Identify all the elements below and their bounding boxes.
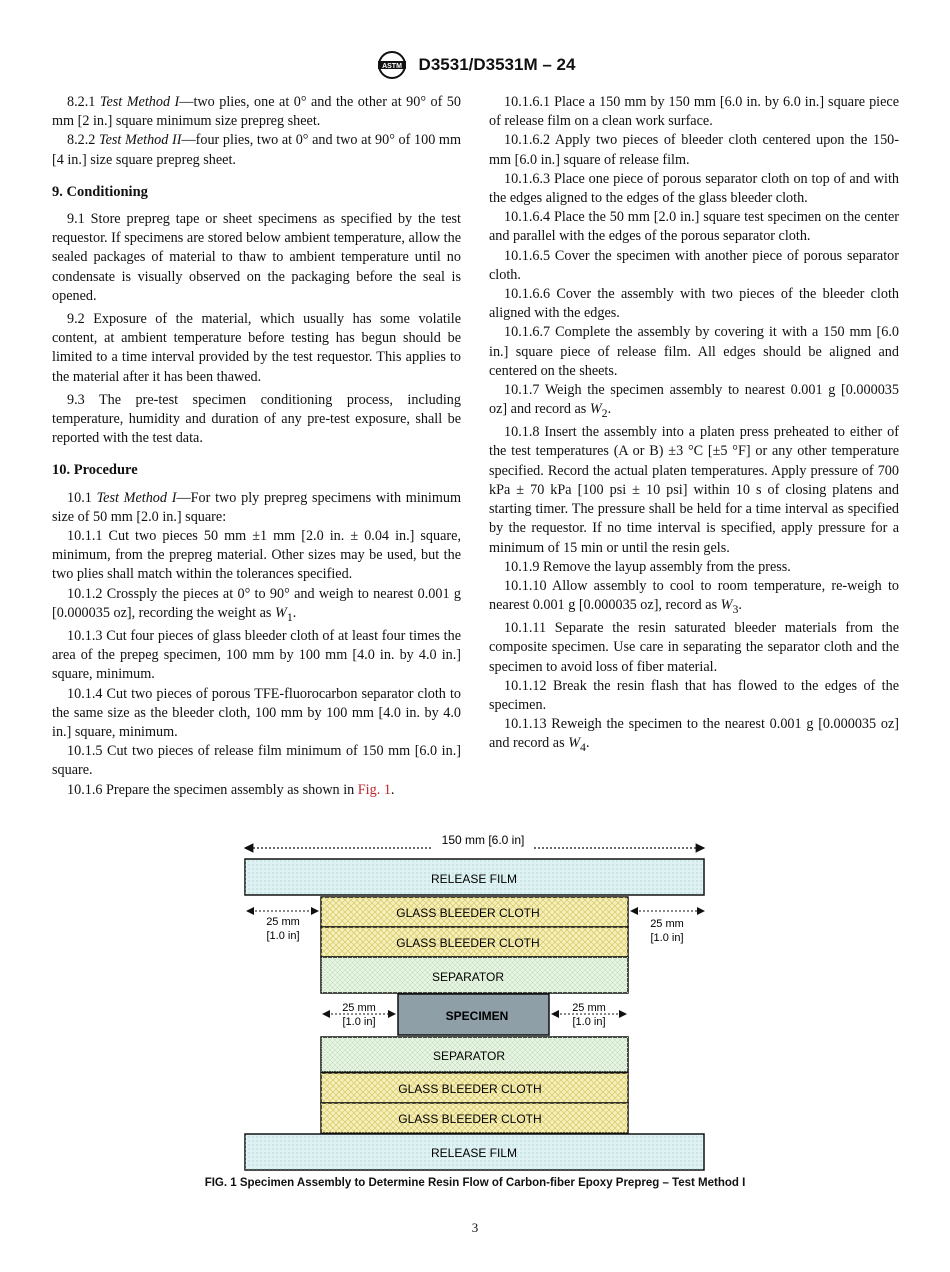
glass-bleeder-top-2 [321,927,628,957]
separator-top [321,957,628,993]
section-10-1-2: 10.1.2 Crossply the pieces at 0° to 90° and weigh to nearest 0.001 g [0.000035 oz], recording the weight as $W_1$. [52,585,461,624]
left-column [52,93,461,800]
document-id: D3531/D3531M – 24 [418,55,576,74]
inner-left-dim-in: [1.0 in] [342,1016,376,1028]
outer-right-dim-mm: 25 mm [650,918,684,930]
section-10-1-5: 10.1.5 Cut two pieces of release film minimum of 150 mm [6.0 in.] square. [52,743,461,779]
svg-text:GLASS BLEEDER CLOTH: GLASS BLEEDER CLOTH [396,936,540,950]
section-10-1-8: 10.1.8 Insert the assembly into a platen press preheated to either of the test temperatures (A or B) ±3 °C [±5 °F] or any other temperature specified. Record the actual platen temperatures. Apply pressure of 700 kPa ± 70 kPa [100 psi ± 10 psi] within 10 s of closing platens and starting timer. The pressure shall be held for a time interval as specified by the requestor. If no time interval is specified, apply pressure for a minimum of 15 min or until the resin gels. [489,424,899,556]
specimen [398,994,549,1035]
section-10-1-7: 10.1.7 Weigh the specimen assembly to nearest 0.001 g [0.000035 oz] and record as $W_2$. [489,382,899,421]
page-header [0,50,950,80]
right-column [489,93,899,757]
astm-logo-icon [375,50,409,80]
svg-text:SEPARATOR: SEPARATOR [431,970,505,984]
section-9-1: 9.1 Store prepreg tape or sheet specimens as specified by the test requestor. If specimens are stored below ambient temperature, allow the sealed packages of material to thaw to ambient temperature until no condensate is visually observed on the packaging before the seal is opened. [52,211,461,304]
outer-left-dim-in: [1.0 in] [266,930,300,942]
heading-procedure: 10. Procedure [52,462,138,479]
section-10-1-10: 10.1.10 Allow assembly to cool to room temperature, re-weigh to nearest 0.001 g [0.000035 oz], record as $W_3$. [489,577,899,616]
section-10-1-6-2: 10.1.6.2 Apply two pieces of bleeder cloth centered upon the 150- mm [6.0 in.] square of release film. [489,132,899,168]
glass-bleeder-bottom-2 [321,1103,628,1133]
release-film-top [245,859,704,895]
inner-right-dim-mm: 25 mm [572,1002,606,1014]
figure-1-diagram [0,826,950,1186]
separator-bottom [321,1037,628,1072]
section-10-1-6-6: 10.1.6.6 Cover the assembly with two pieces of the bleeder cloth aligned with the edges. [489,286,899,322]
inner-right-dim-in: [1.0 in] [572,1016,606,1028]
inner-left-dim-mm: 25 mm [342,1002,376,1014]
section-10-1-13: 10.1.13 Reweigh the specimen to the nearest 0.001 g [0.000035 oz] and record as $W_4$. [489,716,899,755]
section-10-1-3: 10.1.3 Cut four pieces of glass bleeder cloth of at least four times the area of the prepeg specimen, 100 mm by 100 mm [4.0 in. by 4.0 in.] square, minimum. [52,627,461,683]
section-10-1-6-3: 10.1.6.3 Place one piece of porous separator cloth on top of and with the edges aligned to the edges of the glass bleeder cloth. [489,170,899,207]
section-10-1-11: 10.1.11 Separate the resin saturated bleeder materials from the composite specimen. Use care in separating the separator cloth and the specimen to avoid loss of fiber material. [489,620,899,675]
top-dimension-label: 150 mm [6.0 in] [441,833,525,847]
svg-text:GLASS BLEEDER CLOTH: GLASS BLEEDER CLOTH [396,906,540,920]
glass-bleeder-top-1 [321,897,628,927]
glass-bleeder-bottom-1 [321,1073,628,1103]
svg-text:GLASS BLEEDER CLOTH: GLASS BLEEDER CLOTH [398,1112,542,1126]
section-10-1-4: 10.1.4 Cut two pieces of porous TFE-fluorocarbon separator cloth to the same size as the bleeder cloth, 100 mm by 100 mm [4.0 in. by 4.0 in.] square, minimum. [52,685,461,740]
svg-text:SEPARATOR: SEPARATOR [432,1049,506,1063]
section-9-3: 9.3 The pre-test specimen conditioning process, including temperature, humidity and duration of any pre-test exposure, shall be reported with the test data. [52,391,461,447]
section-9-2: 9.2 Exposure of the material, which usually has some volatile content, at ambient temperature before testing has begun should be limited to a time interval provided by the test requestor. This applies to the material after it has been thawed. [52,311,461,385]
figure-caption: FIG. 1 Specimen Assembly to Determine Resin Flow of Carbon-fiber Epoxy Prepreg – Test Method I [204,1177,746,1189]
section-10-1-6: 10.1.6 Prepare the specimen assembly as shown in Fig. 1. [67,781,395,798]
outer-right-dim-in: [1.0 in] [650,932,684,944]
heading-conditioning: 9. Conditioning [52,183,148,200]
section-10-1-12: 10.1.12 Break the resin flash that has flowed to the edges of the specimen. [489,677,899,713]
svg-text:ASTM: ASTM [381,63,402,70]
section-8-2-1: 8.2.1 Test Method I—two plies, one at 0° and the other at 90° of 50 mm [2 in.] square minimum size prepreg sheet. [52,94,461,130]
page-number: 3 [471,1220,479,1235]
section-10-1-6-5: 10.1.6.5 Cover the specimen with another piece of porous separator cloth. [489,247,899,283]
figure-1-link[interactable]: Fig. 1 [357,781,391,798]
section-10-1-9: 10.1.9 Remove the layup assembly from the press. [504,558,791,575]
svg-text:RELEASE FILM: RELEASE FILM [430,872,518,886]
outer-left-dim-mm: 25 mm [266,916,300,928]
section-10-1-6-1: 10.1.6.1 Place a 150 mm by 150 mm [6.0 in. by 6.0 in.] square piece of release film on a clean work surface. [489,94,899,130]
svg-text:RELEASE FILM: RELEASE FILM [430,1146,518,1160]
section-10-1-1: 10.1.1 Cut two pieces 50 mm ±1 mm [2.0 in. ± 0.04 in.] square, minimum, from the prepreg material. Other sizes may be used, but the two plies shall match within the tolerances specified. [52,528,461,583]
section-10-1-6-4: 10.1.6.4 Place the 50 mm [2.0 in.] square test specimen on the center and parallel with the edges of the porous separator cloth. [489,209,899,245]
section-10-1-6-7: 10.1.6.7 Complete the assembly by covering it with a 150 mm [6.0 in.] square piece of release film. All edges should be aligned and centered on the sheets. [489,324,899,379]
svg-text:SPECIMEN: SPECIMEN [445,1009,509,1023]
release-film-bottom [245,1134,704,1170]
section-8-2-2: 8.2.2 Test Method II—four plies, two at 0° and two at 90° of 100 mm [4 in.] size square prepreg sheet. [52,132,462,168]
section-10-1: 10.1 Test Method I—For two ply prepreg specimens with minimum size of 50 mm [2.0 in.] square: [52,489,461,525]
svg-text:GLASS BLEEDER CLOTH: GLASS BLEEDER CLOTH [398,1082,542,1096]
